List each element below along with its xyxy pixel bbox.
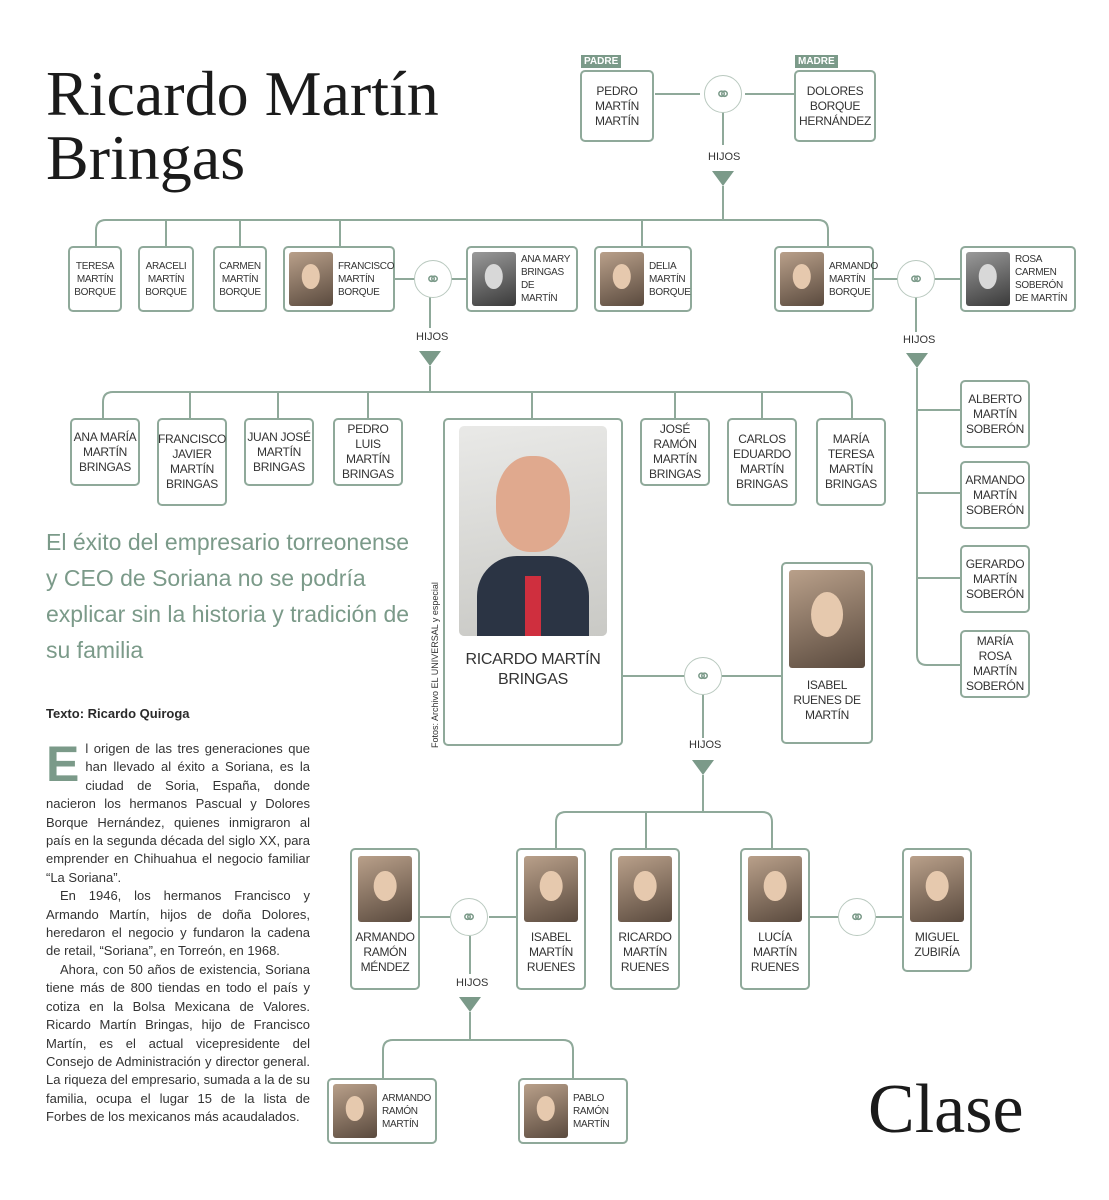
person-name: DOLORES BORQUE HERNÁNDEZ <box>799 83 871 128</box>
person-lucia <box>740 848 810 990</box>
person-name: JOSÉ RAMÓN MARTÍN BRINGAS <box>649 422 701 481</box>
marriage-rings-icon: ⚭ <box>704 75 742 113</box>
title-line-2: Bringas <box>46 122 246 193</box>
person-jose-ramon <box>640 418 710 486</box>
person-name: ARACELI MARTÍN BORQUE <box>145 260 187 298</box>
portrait-photo <box>333 1084 377 1138</box>
portrait-photo <box>789 570 865 668</box>
person-name: GERARDO MARTÍN SOBERÓN <box>965 556 1025 601</box>
person-name: ANA MARÍA MARTÍN BRINGAS <box>73 429 137 474</box>
person-name: ANA MARY BRINGAS DE MARTÍN <box>521 254 570 304</box>
person-pedro-luis <box>333 418 403 486</box>
marriage-rings-icon: ⚭ <box>450 898 488 936</box>
subtitle: El éxito del empresario torreonense y CEO de Soriana no se podría explicar sin la historia y tradición de su familia <box>46 529 410 663</box>
person-ricardo-martin-bringas <box>443 418 623 746</box>
person-francisco-javier <box>157 418 227 506</box>
person-name: MARÍA TERESA MARTÍN BRINGAS <box>825 432 877 491</box>
hijos-label: HIJOS <box>689 739 722 751</box>
portrait-tie <box>525 576 541 636</box>
portrait-photo <box>358 856 412 922</box>
person-name: DELIA MARTÍN BORQUE <box>649 260 691 298</box>
person-gerardo <box>960 545 1030 613</box>
portrait-photo <box>966 252 1010 306</box>
person-carlos-eduardo <box>727 418 797 506</box>
person-name: FRANCISCO JAVIER MARTÍN BRINGAS <box>158 432 226 491</box>
portrait-photo <box>748 856 802 922</box>
person-name: JUAN JOSÉ MARTÍN BRINGAS <box>247 429 311 474</box>
brand-logo: Clase <box>868 1071 1024 1148</box>
person-dolores-borque-hernandez <box>794 70 876 142</box>
portrait-photo <box>780 252 824 306</box>
person-pablo-ramon-martin <box>518 1078 628 1144</box>
person-ana-maria <box>70 418 140 486</box>
person-name: RICARDO MARTÍN RUENES <box>618 930 672 974</box>
portrait-face <box>496 456 570 552</box>
marriage-rings-icon: ⚭ <box>897 260 935 298</box>
person-delia <box>594 246 692 312</box>
person-maria-rosa <box>960 630 1030 698</box>
article-paragraph-1 <box>46 736 310 887</box>
person-name: ARMANDO RAMÓN MÉNDEZ <box>355 930 415 974</box>
article-paragraph-3: Ahora, con 50 años de existencia, Soriana tiene más de 800 tiendas en todo el país y cotiza en la Bolsa Mexicana de Valores. Ricardo Martín Bringas, hijo de Francisco Martín, es el actual vicepresidente del Consejo de Administración y director general. La riqueza del empresario, sumada a la de su familia, ocupa el lugar 15 de la lista de Forbes de los mexicanos más acaudalados. <box>46 961 310 1125</box>
person-name: CARLOS EDUARDO MARTÍN BRINGAS <box>733 432 791 491</box>
person-armando-ramon-mendez <box>350 848 420 990</box>
marriage-rings-icon: ⚭ <box>414 260 452 298</box>
person-name: PEDRO LUIS MARTÍN BRINGAS <box>342 422 394 481</box>
madre-tag: MADRE <box>795 55 838 68</box>
person-name: ALBERTO MARTÍN SOBERÓN <box>966 391 1024 436</box>
person-teresa <box>68 246 122 312</box>
person-name: ISABEL MARTÍN RUENES <box>526 930 576 974</box>
ricardo-portrait-photo <box>459 426 607 636</box>
portrait-photo <box>618 856 672 922</box>
person-alberto <box>960 380 1030 448</box>
person-name: ROSA CARMEN SOBERÓN DE MARTÍN <box>1015 254 1068 304</box>
person-ricardo-martin-ruenes <box>610 848 680 990</box>
paragraph-text: l origen de las tres generaciones que han llevado al éxito a Soriana, es la ciudad de Soria, España, donde nacieron los hermanos Pascual y Dolores Borque Hernández, quienes inmigraron al país en la segunda década del siglo XX, para emprender en Chihuahua el negocio familiar “La Soriana”. <box>46 741 310 885</box>
person-name: CARMEN MARTÍN BORQUE <box>219 260 261 298</box>
person-isabel-martin-ruenes <box>516 848 586 990</box>
person-name: ARMANDO RAMÓN MARTÍN <box>382 1092 432 1130</box>
page-title <box>46 58 439 193</box>
person-name: FRANCISCO MARTÍN BORQUE <box>338 260 395 298</box>
article-body <box>46 736 310 1127</box>
hijos-label: HIJOS <box>903 334 936 346</box>
title-line-1: Ricardo Martín <box>46 58 439 129</box>
hijos-label: HIJOS <box>708 151 741 163</box>
person-name: MIGUEL ZUBIRÍA <box>914 930 960 959</box>
person-name: MARÍA ROSA MARTÍN SOBERÓN <box>966 634 1024 693</box>
person-armando <box>774 246 879 312</box>
person-name: ARMANDO MARTÍN SOBERÓN <box>965 472 1025 517</box>
person-isabel-ruenes <box>781 562 873 744</box>
person-ana-mary <box>466 246 578 312</box>
person-name: PEDRO MARTÍN MARTÍN <box>595 83 639 128</box>
padre-tag: PADRE <box>581 55 621 68</box>
photo-credit: Fotos: Archivo EL UNIVERSAL y especial <box>430 582 440 748</box>
portrait-photo <box>472 252 516 306</box>
portrait-photo <box>524 856 578 922</box>
person-armando-soberon <box>960 461 1030 529</box>
article-paragraph-2: En 1946, los hermanos Francisco y Armando Martín, hijos de doña Dolores, heredaron el negocio y fundaron la cadena de retail, “Soriana”, en Torreón, en 1968. <box>46 888 310 959</box>
person-araceli <box>138 246 194 312</box>
hijos-label: HIJOS <box>416 331 449 343</box>
portrait-photo <box>524 1084 568 1138</box>
person-juan-jose <box>244 418 314 486</box>
person-name: LUCÍA MARTÍN RUENES <box>750 930 800 974</box>
person-name: ARMANDO MARTÍN BORQUE <box>829 260 879 298</box>
person-maria-teresa <box>816 418 886 506</box>
person-rosa-carmen <box>960 246 1076 312</box>
person-armando-ramon-martin <box>327 1078 437 1144</box>
person-pedro-martin-martin <box>580 70 654 142</box>
portrait-photo <box>910 856 964 922</box>
hijos-label: HIJOS <box>456 977 489 989</box>
person-carmen <box>213 246 267 312</box>
person-name: PABLO RAMÓN MARTÍN <box>573 1092 610 1130</box>
person-name: RICARDO MARTÍN BRINGAS <box>465 651 601 688</box>
person-francisco <box>283 246 395 312</box>
portrait-photo <box>600 252 644 306</box>
marriage-rings-icon: ⚭ <box>838 898 876 936</box>
person-name: ISABEL RUENES DE MARTÍN <box>793 678 861 722</box>
drop-cap: E <box>46 736 80 792</box>
person-name: TERESA MARTÍN BORQUE <box>74 260 116 298</box>
person-miguel-zubiria <box>902 848 972 972</box>
marriage-rings-icon: ⚭ <box>684 657 722 695</box>
byline: Texto: Ricardo Quiroga <box>46 706 190 721</box>
portrait-photo <box>289 252 333 306</box>
